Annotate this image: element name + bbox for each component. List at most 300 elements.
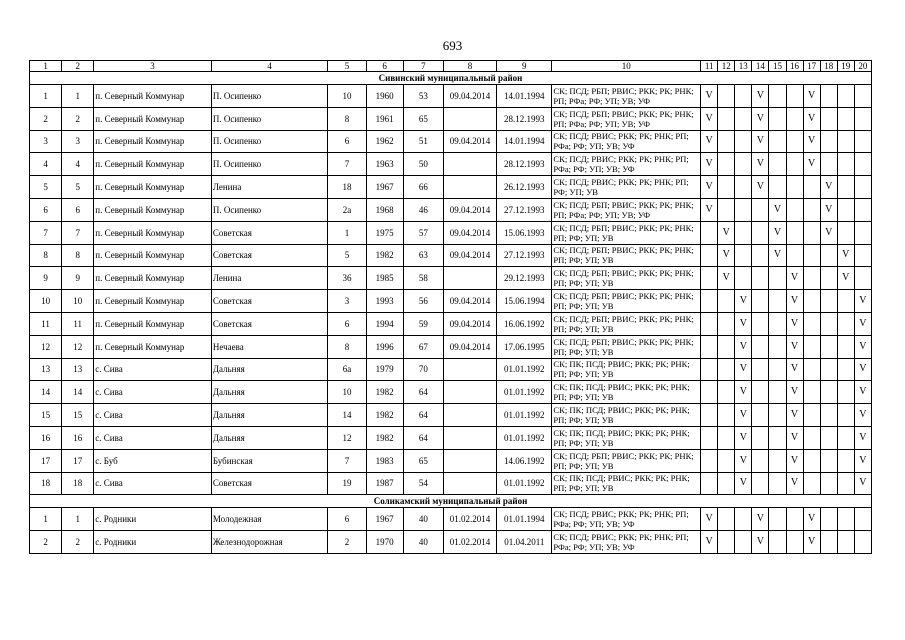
- row-number: 11: [30, 312, 62, 335]
- mark-cell: [752, 472, 769, 495]
- registration-date-cell: 16.06.1992: [497, 312, 552, 335]
- street-cell: Ленина: [211, 176, 328, 199]
- mark-cell: [752, 267, 769, 290]
- table-row: [30, 198, 872, 221]
- column-header: 17: [803, 61, 820, 72]
- mark-cell: V: [854, 335, 871, 358]
- wear-percent-cell: 65: [403, 107, 443, 130]
- mark-cell: [837, 198, 854, 221]
- table-row: [30, 290, 872, 313]
- inspection-date-cell: 09.04.2014: [443, 244, 496, 267]
- registration-date-cell: 28.12.1993: [497, 153, 552, 176]
- mark-cell: V: [701, 531, 718, 554]
- street-cell: Советская: [211, 472, 328, 495]
- street-cell: Ленина: [211, 267, 328, 290]
- mark-cell: [735, 85, 752, 108]
- work-codes-cell: СК; ПСД; РБП; РВИС; РКК; РК; РНК; РП; РФ; УП; УВ: [552, 221, 701, 244]
- mark-cell: [718, 531, 735, 554]
- mark-cell: V: [786, 312, 803, 335]
- house-number-cell: 7: [328, 449, 366, 472]
- column-header: 16: [786, 61, 803, 72]
- mark-cell: V: [752, 130, 769, 153]
- mark-cell: [718, 358, 735, 381]
- year-cell: 1970: [366, 531, 403, 554]
- registration-date-cell: 01.01.1992: [497, 358, 552, 381]
- mark-cell: V: [701, 107, 718, 130]
- table-row: [30, 267, 872, 290]
- year-cell: 1982: [366, 426, 403, 449]
- registration-date-cell: 29.12.1993: [497, 267, 552, 290]
- row-number-local: 9: [62, 267, 94, 290]
- row-number: 5: [30, 176, 62, 199]
- mark-cell: V: [820, 221, 837, 244]
- column-header: 11: [701, 61, 718, 72]
- mark-cell: [786, 244, 803, 267]
- mark-cell: [718, 449, 735, 472]
- mark-cell: [701, 312, 718, 335]
- wear-percent-cell: 67: [403, 335, 443, 358]
- row-number: 6: [30, 198, 62, 221]
- mark-cell: [820, 404, 837, 427]
- mark-cell: [735, 531, 752, 554]
- mark-cell: [837, 130, 854, 153]
- row-number-local: 17: [62, 449, 94, 472]
- mark-cell: [837, 426, 854, 449]
- mark-cell: V: [752, 508, 769, 531]
- section-header-row: [30, 72, 872, 85]
- mark-cell: V: [718, 267, 735, 290]
- registration-date-cell: 01.01.1994: [497, 508, 552, 531]
- mark-cell: [837, 107, 854, 130]
- inspection-date-cell: 09.04.2014: [443, 312, 496, 335]
- mark-cell: [718, 335, 735, 358]
- mark-cell: [769, 472, 786, 495]
- mark-cell: V: [769, 198, 786, 221]
- wear-percent-cell: 40: [403, 508, 443, 531]
- row-number-local: 18: [62, 472, 94, 495]
- inspection-date-cell: [443, 381, 496, 404]
- row-number: 1: [30, 85, 62, 108]
- mark-cell: V: [854, 358, 871, 381]
- mark-cell: V: [786, 290, 803, 313]
- street-cell: Бубинская: [211, 449, 328, 472]
- column-header: 9: [497, 61, 552, 72]
- house-number-cell: 6: [328, 508, 366, 531]
- house-number-cell: 10: [328, 85, 366, 108]
- locality-cell: п. Северный Коммунар: [94, 312, 212, 335]
- mark-cell: [837, 531, 854, 554]
- mark-cell: [820, 472, 837, 495]
- mark-cell: V: [786, 335, 803, 358]
- mark-cell: [837, 404, 854, 427]
- locality-cell: п. Северный Коммунар: [94, 153, 212, 176]
- inspection-date-cell: 09.04.2014: [443, 335, 496, 358]
- wear-percent-cell: 64: [403, 381, 443, 404]
- locality-cell: с. Родники: [94, 531, 212, 554]
- mark-cell: [769, 381, 786, 404]
- year-cell: 1982: [366, 381, 403, 404]
- table-row: [30, 244, 872, 267]
- mark-cell: V: [735, 449, 752, 472]
- registration-date-cell: 26.12.1993: [497, 176, 552, 199]
- mark-cell: [854, 153, 871, 176]
- mark-cell: [701, 472, 718, 495]
- mark-cell: [820, 449, 837, 472]
- table-row: [30, 426, 872, 449]
- table-row: [30, 176, 872, 199]
- table-row: [30, 531, 872, 554]
- mark-cell: V: [803, 153, 820, 176]
- year-cell: 1968: [366, 198, 403, 221]
- work-codes-cell: СК; ПСД; РВИС; РКК; РК; РНК; РП; РФ; УП; УВ: [552, 176, 701, 199]
- mark-cell: [854, 221, 871, 244]
- mark-cell: V: [803, 508, 820, 531]
- mark-cell: V: [701, 176, 718, 199]
- mark-cell: [803, 358, 820, 381]
- mark-cell: [769, 176, 786, 199]
- table-row: [30, 449, 872, 472]
- locality-cell: п. Северный Коммунар: [94, 335, 212, 358]
- street-cell: П. Осипенко: [211, 153, 328, 176]
- mark-cell: [752, 290, 769, 313]
- wear-percent-cell: 40: [403, 531, 443, 554]
- street-cell: П. Осипенко: [211, 85, 328, 108]
- mark-cell: [718, 472, 735, 495]
- year-cell: 1967: [366, 508, 403, 531]
- inspection-date-cell: [443, 153, 496, 176]
- row-number: 7: [30, 221, 62, 244]
- mark-cell: [837, 335, 854, 358]
- mark-cell: [854, 107, 871, 130]
- year-cell: 1983: [366, 449, 403, 472]
- mark-cell: V: [735, 290, 752, 313]
- work-codes-cell: СК; ПСД; РБП; РВИС; РКК; РК; РНК; РП; РФ; УП; УВ: [552, 335, 701, 358]
- mark-cell: [752, 426, 769, 449]
- house-number-cell: 5: [328, 244, 366, 267]
- mark-cell: [735, 130, 752, 153]
- mark-cell: [837, 472, 854, 495]
- mark-cell: [752, 335, 769, 358]
- mark-cell: [854, 176, 871, 199]
- registration-date-cell: 14.01.1994: [497, 130, 552, 153]
- mark-cell: [803, 312, 820, 335]
- column-header: 20: [854, 61, 871, 72]
- work-codes-cell: СК; ПК; ПСД; РВИС; РКК; РК; РНК; РП; РФ; УП; УВ: [552, 426, 701, 449]
- mark-cell: V: [735, 404, 752, 427]
- row-number: 12: [30, 335, 62, 358]
- row-number: 1: [30, 508, 62, 531]
- house-number-cell: 10: [328, 381, 366, 404]
- mark-cell: [837, 449, 854, 472]
- mark-cell: V: [854, 312, 871, 335]
- table-row: [30, 153, 872, 176]
- locality-cell: с. Сива: [94, 358, 212, 381]
- mark-cell: [752, 404, 769, 427]
- street-cell: П. Осипенко: [211, 130, 328, 153]
- mark-cell: [752, 449, 769, 472]
- mark-cell: V: [786, 358, 803, 381]
- mark-cell: [735, 198, 752, 221]
- wear-percent-cell: 46: [403, 198, 443, 221]
- mark-cell: [752, 221, 769, 244]
- mark-cell: [735, 244, 752, 267]
- mark-cell: [803, 426, 820, 449]
- year-cell: 1996: [366, 335, 403, 358]
- inspection-date-cell: 09.04.2014: [443, 85, 496, 108]
- row-number-local: 14: [62, 381, 94, 404]
- mark-cell: [718, 153, 735, 176]
- mark-cell: [718, 130, 735, 153]
- street-cell: Советская: [211, 290, 328, 313]
- table-row: [30, 107, 872, 130]
- locality-cell: п. Северный Коммунар: [94, 85, 212, 108]
- mark-cell: V: [820, 176, 837, 199]
- mark-cell: [786, 508, 803, 531]
- mark-cell: [769, 404, 786, 427]
- mark-cell: [837, 381, 854, 404]
- mark-cell: [718, 107, 735, 130]
- street-cell: Советская: [211, 312, 328, 335]
- work-codes-cell: СК; ПСД; РВИС; РКК; РК; РНК; РП; РФа; РФ; УП; УВ; УФ: [552, 130, 701, 153]
- work-codes-cell: СК; ПСД; РБП; РВИС; РКК; РК; РНК; РП; РФ; УП; УВ: [552, 312, 701, 335]
- work-codes-cell: СК; ПК; ПСД; РВИС; РКК; РК; РНК; РП; РФ; УП; УВ: [552, 381, 701, 404]
- inspection-date-cell: 01.02.2014: [443, 508, 496, 531]
- mark-cell: [803, 221, 820, 244]
- registration-date-cell: 14.01.1994: [497, 85, 552, 108]
- wear-percent-cell: 56: [403, 290, 443, 313]
- column-header: 14: [752, 61, 769, 72]
- year-cell: 1993: [366, 290, 403, 313]
- mark-cell: [701, 404, 718, 427]
- mark-cell: [820, 531, 837, 554]
- locality-cell: с. Родники: [94, 508, 212, 531]
- row-number: 13: [30, 358, 62, 381]
- row-number-local: 1: [62, 508, 94, 531]
- mark-cell: V: [769, 244, 786, 267]
- row-number-local: 13: [62, 358, 94, 381]
- mark-cell: [769, 531, 786, 554]
- mark-cell: [820, 508, 837, 531]
- column-header: 19: [837, 61, 854, 72]
- mark-cell: V: [803, 130, 820, 153]
- mark-cell: V: [820, 198, 837, 221]
- mark-cell: [769, 358, 786, 381]
- mark-cell: [820, 312, 837, 335]
- wear-percent-cell: 53: [403, 85, 443, 108]
- mark-cell: [769, 426, 786, 449]
- column-header: 3: [94, 61, 212, 72]
- mark-cell: [752, 198, 769, 221]
- mark-cell: [735, 508, 752, 531]
- house-number-cell: 8: [328, 107, 366, 130]
- mark-cell: [820, 130, 837, 153]
- mark-cell: V: [752, 85, 769, 108]
- column-header-row: [30, 61, 872, 72]
- row-number: 2: [30, 107, 62, 130]
- house-number-cell: 18: [328, 176, 366, 199]
- mark-cell: [786, 198, 803, 221]
- house-number-cell: 6: [328, 130, 366, 153]
- table-row: [30, 358, 872, 381]
- mark-cell: V: [854, 449, 871, 472]
- mark-cell: [837, 176, 854, 199]
- mark-cell: [735, 107, 752, 130]
- street-cell: Молодежная: [211, 508, 328, 531]
- mark-cell: [752, 244, 769, 267]
- mark-cell: [820, 153, 837, 176]
- mark-cell: [786, 85, 803, 108]
- wear-percent-cell: 59: [403, 312, 443, 335]
- row-number-local: 1: [62, 85, 94, 108]
- wear-percent-cell: 64: [403, 426, 443, 449]
- column-header: 10: [552, 61, 701, 72]
- row-number: 10: [30, 290, 62, 313]
- column-header: 4: [211, 61, 328, 72]
- mark-cell: [718, 176, 735, 199]
- mark-cell: [718, 312, 735, 335]
- locality-cell: с. Сива: [94, 404, 212, 427]
- year-cell: 1962: [366, 130, 403, 153]
- work-codes-cell: СК; ПСД; РБП; РВИС; РКК; РК; РНК; РП; РФ; УП; УВ: [552, 449, 701, 472]
- mark-cell: [735, 267, 752, 290]
- house-number-cell: 1: [328, 221, 366, 244]
- street-cell: Советская: [211, 221, 328, 244]
- mark-cell: [803, 381, 820, 404]
- mark-cell: [803, 335, 820, 358]
- house-number-cell: 2а: [328, 198, 366, 221]
- mark-cell: V: [837, 267, 854, 290]
- column-header: 18: [820, 61, 837, 72]
- mark-cell: [837, 312, 854, 335]
- row-number-local: 8: [62, 244, 94, 267]
- work-codes-cell: СК; ПК; ПСД; РВИС; РКК; РК; РНК; РП; РФ; УП; УВ: [552, 472, 701, 495]
- inspection-date-cell: [443, 426, 496, 449]
- mark-cell: [701, 449, 718, 472]
- locality-cell: с. Буб: [94, 449, 212, 472]
- inspection-date-cell: [443, 358, 496, 381]
- mark-cell: V: [701, 85, 718, 108]
- mark-cell: V: [803, 107, 820, 130]
- mark-cell: [701, 244, 718, 267]
- mark-cell: [803, 449, 820, 472]
- mark-cell: [769, 335, 786, 358]
- house-number-cell: 19: [328, 472, 366, 495]
- wear-percent-cell: 50: [403, 153, 443, 176]
- mark-cell: [837, 358, 854, 381]
- row-number: 17: [30, 449, 62, 472]
- inspection-date-cell: 09.04.2014: [443, 221, 496, 244]
- row-number: 4: [30, 153, 62, 176]
- mark-cell: [786, 130, 803, 153]
- house-number-cell: 36: [328, 267, 366, 290]
- column-header: 12: [718, 61, 735, 72]
- row-number: 15: [30, 404, 62, 427]
- mark-cell: [701, 290, 718, 313]
- mark-cell: V: [803, 531, 820, 554]
- mark-cell: [820, 107, 837, 130]
- year-cell: 1987: [366, 472, 403, 495]
- registration-date-cell: 27.12.1993: [497, 198, 552, 221]
- mark-cell: V: [735, 426, 752, 449]
- mark-cell: [786, 176, 803, 199]
- inspection-date-cell: [443, 404, 496, 427]
- registration-date-cell: 01.01.1992: [497, 404, 552, 427]
- mark-cell: [752, 312, 769, 335]
- house-number-cell: 7: [328, 153, 366, 176]
- row-number-local: 4: [62, 153, 94, 176]
- inspection-date-cell: [443, 267, 496, 290]
- mark-cell: V: [803, 85, 820, 108]
- mark-cell: [735, 221, 752, 244]
- wear-percent-cell: 66: [403, 176, 443, 199]
- mark-cell: V: [769, 221, 786, 244]
- table-row: [30, 221, 872, 244]
- column-header: 5: [328, 61, 366, 72]
- house-number-cell: 6: [328, 312, 366, 335]
- mark-cell: [786, 531, 803, 554]
- mark-cell: [803, 290, 820, 313]
- column-header: 1: [30, 61, 62, 72]
- mark-cell: V: [786, 404, 803, 427]
- mark-cell: [718, 85, 735, 108]
- row-number-local: 10: [62, 290, 94, 313]
- mark-cell: [854, 198, 871, 221]
- mark-cell: V: [701, 153, 718, 176]
- column-header: 15: [769, 61, 786, 72]
- mark-cell: [769, 449, 786, 472]
- mark-cell: [769, 130, 786, 153]
- mark-cell: [701, 335, 718, 358]
- mark-cell: [718, 508, 735, 531]
- year-cell: 1994: [366, 312, 403, 335]
- mark-cell: V: [786, 426, 803, 449]
- street-cell: Нечаева: [211, 335, 328, 358]
- table-row: [30, 335, 872, 358]
- mark-cell: [854, 267, 871, 290]
- mark-cell: [854, 85, 871, 108]
- year-cell: 1963: [366, 153, 403, 176]
- year-cell: 1982: [366, 244, 403, 267]
- mark-cell: [820, 358, 837, 381]
- row-number: 18: [30, 472, 62, 495]
- street-cell: Советская: [211, 244, 328, 267]
- inspection-date-cell: [443, 107, 496, 130]
- row-number-local: 6: [62, 198, 94, 221]
- mark-cell: V: [735, 381, 752, 404]
- mark-cell: V: [752, 176, 769, 199]
- mark-cell: V: [752, 153, 769, 176]
- mark-cell: [837, 153, 854, 176]
- locality-cell: с. Сива: [94, 381, 212, 404]
- house-number-cell: 14: [328, 404, 366, 427]
- inspection-date-cell: 01.02.2014: [443, 531, 496, 554]
- mark-cell: V: [854, 290, 871, 313]
- locality-cell: п. Северный Коммунар: [94, 107, 212, 130]
- row-number-local: 2: [62, 107, 94, 130]
- wear-percent-cell: 63: [403, 244, 443, 267]
- row-number-local: 12: [62, 335, 94, 358]
- mark-cell: [803, 404, 820, 427]
- work-codes-cell: СК; ПСД; РВИС; РКК; РК; РНК; РП; РФа; РФ; УП; УВ; УФ: [552, 508, 701, 531]
- work-codes-cell: СК; ПСД; РБП; РВИС; РКК; РК; РНК; РП; РФа; РФ; УП; УВ; УФ: [552, 85, 701, 108]
- mark-cell: [786, 107, 803, 130]
- inspection-date-cell: 09.04.2014: [443, 198, 496, 221]
- page-number: 693: [442, 38, 463, 53]
- row-number-local: 15: [62, 404, 94, 427]
- row-number: 2: [30, 531, 62, 554]
- mark-cell: V: [701, 130, 718, 153]
- registration-date-cell: 01.01.1992: [497, 472, 552, 495]
